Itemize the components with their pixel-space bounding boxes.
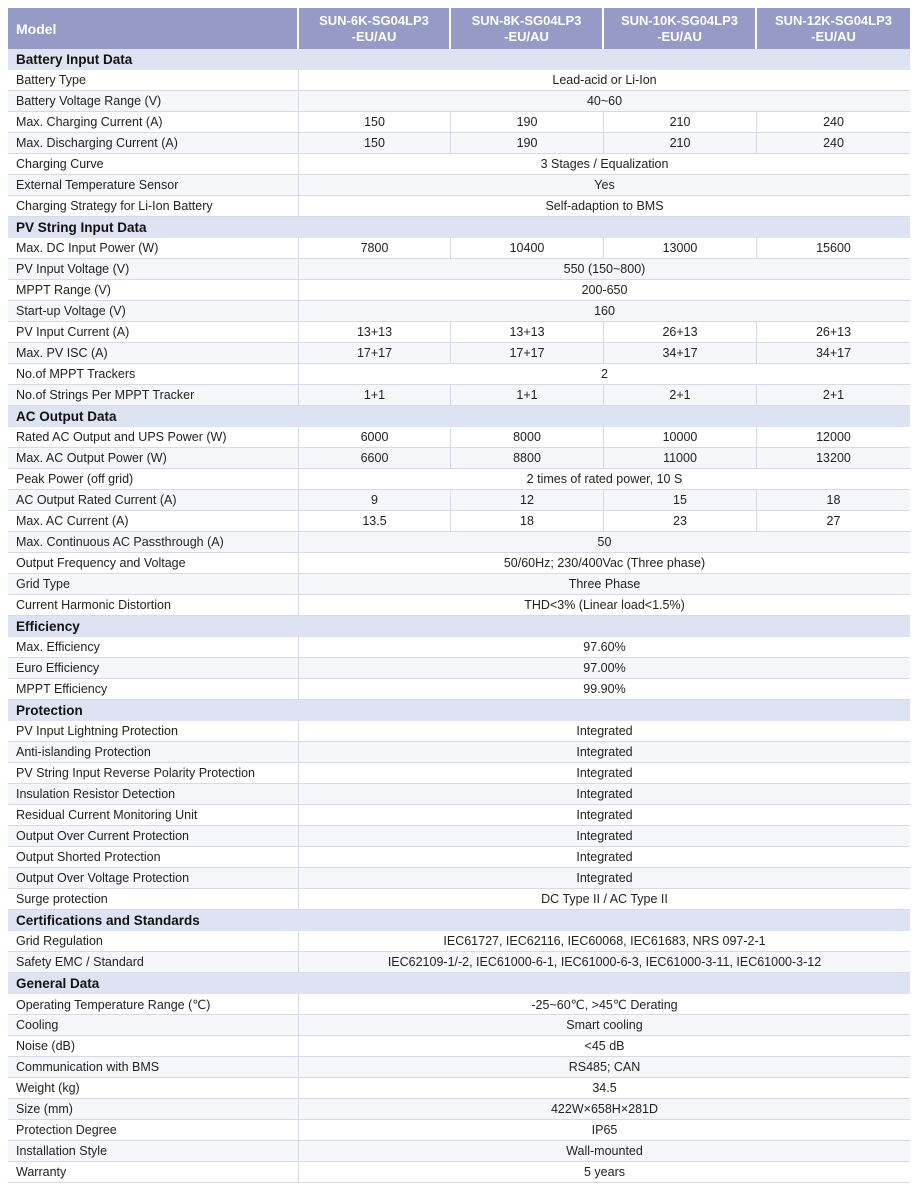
spec-value: 23 [604, 511, 757, 532]
spec-row [8, 448, 910, 469]
spec-value: 190 [451, 112, 604, 133]
spec-label: Weight (kg) [8, 1078, 299, 1099]
section-title: PV String Input Data [8, 217, 910, 238]
spec-value: 240 [757, 133, 910, 154]
spec-value: 10400 [451, 238, 604, 259]
section-title: Battery Input Data [8, 49, 910, 70]
spec-value: 40~60 [299, 91, 910, 112]
spec-row [8, 112, 910, 133]
spec-value: 1+1 [299, 385, 451, 406]
spec-label: Insulation Resistor Detection [8, 784, 299, 805]
model-column-header [757, 8, 910, 49]
section-header-row [8, 910, 910, 931]
spec-row [8, 1015, 910, 1036]
spec-row [8, 364, 910, 385]
spec-row [8, 1162, 910, 1183]
spec-value: 240 [757, 112, 910, 133]
spec-value: DC Type II / AC Type II [299, 889, 910, 910]
spec-row [8, 91, 910, 112]
spec-value: 50/60Hz; 230/400Vac (Three phase) [299, 553, 910, 574]
spec-value: Integrated [299, 763, 910, 784]
spec-row [8, 553, 910, 574]
spec-value: 11000 [604, 448, 757, 469]
spec-value: 5 years [299, 1162, 910, 1183]
section-title: AC Output Data [8, 406, 910, 427]
spec-row [8, 658, 910, 679]
spec-value: 18 [757, 490, 910, 511]
spec-value: 26+13 [604, 322, 757, 343]
spec-row [8, 532, 910, 553]
spec-value: 200-650 [299, 280, 910, 301]
spec-row [8, 952, 910, 973]
spec-label: PV Input Lightning Protection [8, 721, 299, 742]
spec-value: 15 [604, 490, 757, 511]
spec-label: Safety EMC / Standard [8, 952, 299, 973]
spec-value: 99.90% [299, 679, 910, 700]
spec-label: Protection Degree [8, 1120, 299, 1141]
spec-value: THD<3% (Linear load<1.5%) [299, 595, 910, 616]
spec-row [8, 196, 910, 217]
spec-value: 97.60% [299, 637, 910, 658]
model-name-line1: SUN-10K-SG04LP3 [620, 12, 739, 28]
spec-value: Wall-mounted [299, 1141, 910, 1162]
spec-label: AC Output Rated Current (A) [8, 490, 299, 511]
spec-row [8, 784, 910, 805]
spec-label: MPPT Efficiency [8, 679, 299, 700]
spec-row [8, 1099, 910, 1120]
spec-value: Integrated [299, 826, 910, 847]
spec-label: Start-up Voltage (V) [8, 301, 299, 322]
spec-value: 13+13 [299, 322, 451, 343]
spec-value: 17+17 [299, 343, 451, 364]
spec-label: Max. Continuous AC Passthrough (A) [8, 532, 299, 553]
spec-label: External Temperature Sensor [8, 175, 299, 196]
spec-row [8, 70, 910, 91]
spec-table-container [8, 8, 910, 1183]
spec-value: <45 dB [299, 1036, 910, 1057]
spec-value: 210 [604, 112, 757, 133]
spec-value: 1+1 [451, 385, 604, 406]
section-header-row [8, 700, 910, 721]
spec-value: 9 [299, 490, 451, 511]
spec-value: IEC62109-1/-2, IEC61000-6-1, IEC61000-6-3, IEC61000-3-11, IEC61000-3-12 [299, 952, 910, 973]
spec-label: Surge protection [8, 889, 299, 910]
spec-value: 6000 [299, 427, 451, 448]
spec-value: 26+13 [757, 322, 910, 343]
spec-value: Lead-acid or Li-Ion [299, 70, 910, 91]
spec-label: Max. Discharging Current (A) [8, 133, 299, 154]
spec-value: Self-adaption to BMS [299, 196, 910, 217]
spec-label: No.of Strings Per MPPT Tracker [8, 385, 299, 406]
header-row [8, 8, 910, 49]
model-name-line2: -EU/AU [811, 28, 856, 44]
spec-value: RS485; CAN [299, 1057, 910, 1078]
model-name-line2: -EU/AU [657, 28, 702, 44]
spec-value: Smart cooling [299, 1015, 910, 1036]
spec-row [8, 721, 910, 742]
spec-label: Noise (dB) [8, 1036, 299, 1057]
section-title: General Data [8, 973, 910, 994]
spec-row [8, 385, 910, 406]
spec-value: 2 [299, 364, 910, 385]
spec-row [8, 994, 910, 1015]
spec-value: Integrated [299, 784, 910, 805]
model-name-line2: -EU/AU [351, 28, 397, 44]
spec-label: Max. Charging Current (A) [8, 112, 299, 133]
spec-row [8, 1120, 910, 1141]
spec-value: -25~60℃, >45℃ Derating [299, 994, 910, 1015]
section-title: Certifications and Standards [8, 910, 910, 931]
spec-label: Output Frequency and Voltage [8, 553, 299, 574]
section-title: Protection [8, 700, 910, 721]
spec-label: Operating Temperature Range (℃) [8, 994, 299, 1015]
spec-value: 2 times of rated power, 10 S [299, 469, 910, 490]
spec-value: 15600 [757, 238, 910, 259]
spec-label: Grid Type [8, 574, 299, 595]
spec-value: IP65 [299, 1120, 910, 1141]
spec-value: 150 [299, 112, 451, 133]
spec-label: Max. PV ISC (A) [8, 343, 299, 364]
spec-row [8, 154, 910, 175]
section-header-row [8, 406, 910, 427]
spec-label: Charging Curve [8, 154, 299, 175]
spec-label: Rated AC Output and UPS Power (W) [8, 427, 299, 448]
spec-row [8, 301, 910, 322]
spec-row [8, 1078, 910, 1099]
spec-label: PV Input Voltage (V) [8, 259, 299, 280]
spec-label: Max. Efficiency [8, 637, 299, 658]
spec-value: 17+17 [451, 343, 604, 364]
spec-label: Max. AC Output Power (W) [8, 448, 299, 469]
model-name-line1: SUN-8K-SG04LP3 [471, 12, 582, 28]
spec-value: 34.5 [299, 1078, 910, 1099]
spec-value: 190 [451, 133, 604, 154]
spec-label: Euro Efficiency [8, 658, 299, 679]
spec-value: Integrated [299, 721, 910, 742]
spec-label: Installation Style [8, 1141, 299, 1162]
spec-row [8, 280, 910, 301]
spec-row [8, 259, 910, 280]
model-name-line2: -EU/AU [504, 28, 549, 44]
spec-label: Communication with BMS [8, 1057, 299, 1078]
spec-label: Output Shorted Protection [8, 847, 299, 868]
spec-value: 34+17 [604, 343, 757, 364]
spec-value: 422W×658H×281D [299, 1099, 910, 1120]
model-name-line1: SUN-12K-SG04LP3 [774, 12, 893, 28]
spec-label: Battery Voltage Range (V) [8, 91, 299, 112]
spec-table-body [8, 49, 910, 1183]
section-title: Efficiency [8, 616, 910, 637]
model-name-line1: SUN-6K-SG04LP3 [319, 12, 429, 28]
spec-row [8, 805, 910, 826]
spec-row [8, 868, 910, 889]
spec-value: 6600 [299, 448, 451, 469]
spec-value: 13000 [604, 238, 757, 259]
spec-value: IEC61727, IEC62116, IEC60068, IEC61683, NRS 097-2-1 [299, 931, 910, 952]
spec-row [8, 238, 910, 259]
model-column-header [451, 8, 604, 49]
spec-label: Cooling [8, 1015, 299, 1036]
spec-value: 12 [451, 490, 604, 511]
spec-value: 160 [299, 301, 910, 322]
spec-row [8, 889, 910, 910]
spec-value: 210 [604, 133, 757, 154]
section-header-row [8, 49, 910, 70]
spec-value: 7800 [299, 238, 451, 259]
spec-value: Three Phase [299, 574, 910, 595]
spec-value: 550 (150~800) [299, 259, 910, 280]
spec-label: Peak Power (off grid) [8, 469, 299, 490]
spec-row [8, 763, 910, 784]
spec-row [8, 679, 910, 700]
spec-label: Anti-islanding Protection [8, 742, 299, 763]
spec-row [8, 1057, 910, 1078]
spec-value: Integrated [299, 742, 910, 763]
spec-value: 10000 [604, 427, 757, 448]
section-header-row [8, 973, 910, 994]
spec-row [8, 322, 910, 343]
spec-label: Max. DC Input Power (W) [8, 238, 299, 259]
spec-value: 97.00% [299, 658, 910, 679]
model-header: Model [8, 8, 299, 49]
spec-value: 8800 [451, 448, 604, 469]
spec-value: 12000 [757, 427, 910, 448]
spec-value: 13+13 [451, 322, 604, 343]
section-header-row [8, 616, 910, 637]
spec-row [8, 490, 910, 511]
spec-value: 150 [299, 133, 451, 154]
spec-table [8, 8, 910, 1183]
spec-row [8, 469, 910, 490]
spec-value: Yes [299, 175, 910, 196]
spec-label: PV String Input Reverse Polarity Protection [8, 763, 299, 784]
spec-row [8, 343, 910, 364]
spec-row [8, 847, 910, 868]
spec-value: 8000 [451, 427, 604, 448]
spec-label: Charging Strategy for Li-Ion Battery [8, 196, 299, 217]
spec-row [8, 595, 910, 616]
spec-row [8, 427, 910, 448]
spec-value: 50 [299, 532, 910, 553]
spec-value: 2+1 [757, 385, 910, 406]
spec-value: 2+1 [604, 385, 757, 406]
spec-label: Grid Regulation [8, 931, 299, 952]
spec-row [8, 574, 910, 595]
spec-value: 34+17 [757, 343, 910, 364]
spec-value: Integrated [299, 868, 910, 889]
spec-label: Max. AC Current (A) [8, 511, 299, 532]
spec-row [8, 511, 910, 532]
spec-row [8, 826, 910, 847]
spec-label: Output Over Current Protection [8, 826, 299, 847]
section-header-row [8, 217, 910, 238]
spec-row [8, 133, 910, 154]
spec-label: Warranty [8, 1162, 299, 1183]
spec-label: Residual Current Monitoring Unit [8, 805, 299, 826]
spec-value: 27 [757, 511, 910, 532]
model-column-header [604, 8, 757, 49]
spec-label: Output Over Voltage Protection [8, 868, 299, 889]
spec-label: MPPT Range (V) [8, 280, 299, 301]
spec-label: No.of MPPT Trackers [8, 364, 299, 385]
spec-label: Battery Type [8, 70, 299, 91]
spec-value: 18 [451, 511, 604, 532]
spec-row [8, 175, 910, 196]
spec-label: Current Harmonic Distortion [8, 595, 299, 616]
spec-value: Integrated [299, 847, 910, 868]
spec-row [8, 742, 910, 763]
spec-label: PV Input Current (A) [8, 322, 299, 343]
spec-row [8, 1036, 910, 1057]
spec-value: Integrated [299, 805, 910, 826]
spec-row [8, 931, 910, 952]
spec-label: Size (mm) [8, 1099, 299, 1120]
spec-row [8, 637, 910, 658]
spec-value: 13200 [757, 448, 910, 469]
spec-value: 13.5 [299, 511, 451, 532]
model-column-header [299, 8, 451, 49]
spec-row [8, 1141, 910, 1162]
spec-value: 3 Stages / Equalization [299, 154, 910, 175]
